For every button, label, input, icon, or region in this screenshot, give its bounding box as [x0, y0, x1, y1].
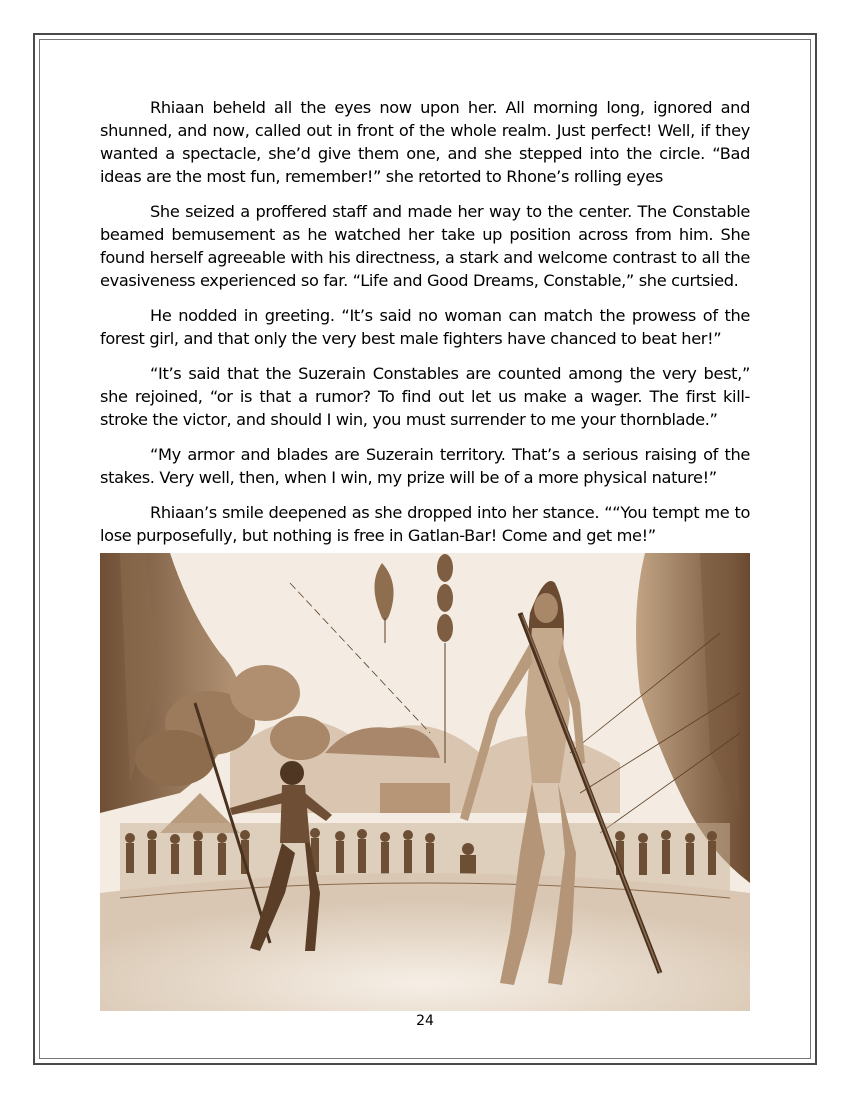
paragraph-4: “It’s said that the Suzerain Constables are counted among the very best,” she rejoined, “or is that a rumor? To find out let us make a wager. The first kill-stroke the victor, and should I win, you must surrender to me your thornblade.” [100, 364, 750, 429]
paragraph-2: She seized a proffered staff and made her way to the center. The Constable beamed bemusement as he watched her take up position across from him. She found herself agreeable with his directness, a stark and welcome contrast to all the evasiveness experienced so far. “Life and Good Dreams, Constable,” she curtsied. [100, 202, 750, 290]
paragraph-3: He nodded in greeting. “It’s said no woman can match the prowess of the forest girl, and that only the very best male fighters have chanced to beat her!” [100, 306, 750, 348]
page-number: 24 [416, 1013, 434, 1029]
paragraph-1: Rhiaan beheld all the eyes now upon her. All morning long, ignored and shunned, and now, called out in front of the whole realm. Just perfect! Well, if they wanted a spectacle, she’d give them one, and she stepped into the circle. “Bad ideas are the most fun, remember!” she retorted to Rhone’s rolling eyes [100, 98, 750, 186]
arena-illustration [100, 553, 750, 1011]
paragraph-6: Rhiaan’s smile deepened as she dropped into her stance. ““You tempt me to lose purposefully, but nothing is free in Gatlan-Bar! Come and get me!” [100, 503, 750, 545]
story-text [100, 96, 750, 559]
paragraph-5: “My armor and blades are Suzerain territory. That’s a serious raising of the stakes. Very well, then, when I win, my prize will be of a more physical nature!” [100, 445, 750, 487]
